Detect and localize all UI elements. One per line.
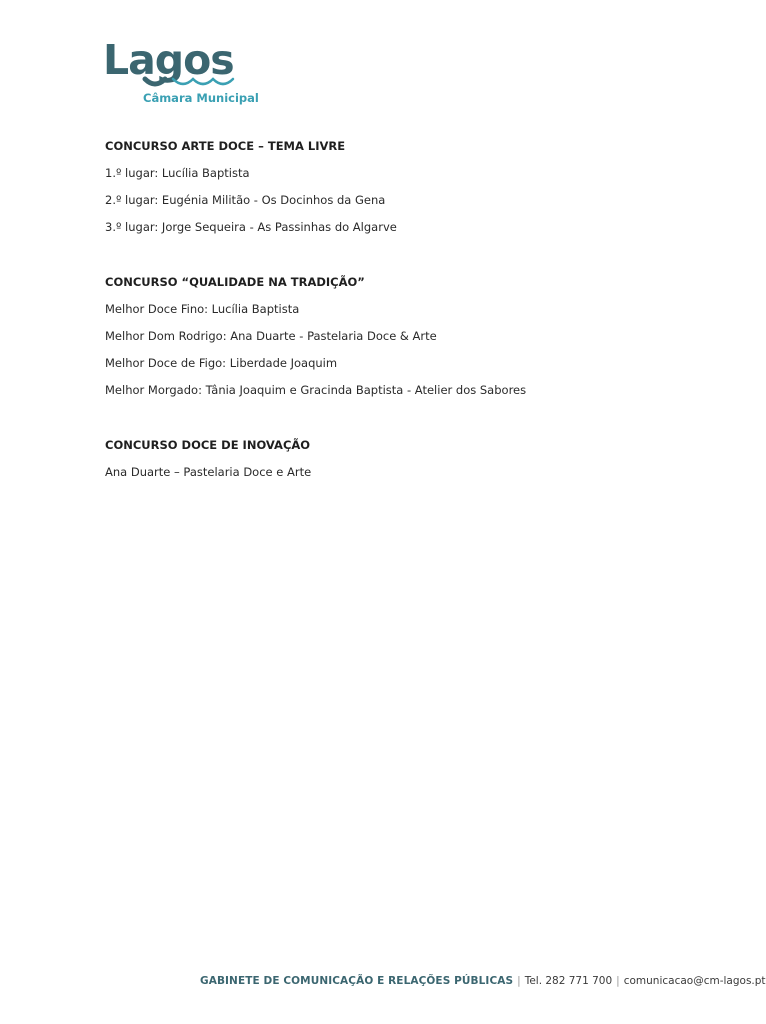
footer-separator: | (517, 975, 521, 987)
page-footer (200, 975, 766, 987)
section-qualidade-tradicao (105, 274, 685, 409)
section-doce-inovacao (105, 437, 685, 491)
document-body (105, 138, 685, 519)
result-line: 2.º lugar: Eugénia Militão - Os Docinhos da Gena (105, 193, 386, 207)
section-heading: CONCURSO ARTE DOCE – TEMA LIVRE (105, 139, 346, 153)
lagos-logo (103, 36, 259, 110)
result-line: 1.º lugar: Lucília Baptista (105, 166, 250, 180)
section-arte-doce (105, 138, 685, 246)
result-line: Ana Duarte – Pastelaria Doce e Arte (105, 465, 312, 479)
footer-department: GABINETE DE COMUNICAÇÃO E RELAÇÕES PÚBLICAS (200, 975, 514, 987)
logo-subtitle: Câmara Municipal (143, 91, 259, 105)
result-line: Melhor Morgado: Tânia Joaquim e Gracinda Baptista - Atelier dos Sabores (105, 383, 527, 397)
footer-separator: | (616, 975, 620, 987)
result-line: Melhor Dom Rodrigo: Ana Duarte - Pastelaria Doce & Arte (105, 329, 437, 343)
logo-wordmark: Lagos (103, 36, 234, 84)
result-line: 3.º lugar: Jorge Sequeira - As Passinhas do Algarve (105, 220, 397, 234)
result-line: Melhor Doce Fino: Lucília Baptista (105, 302, 300, 316)
result-line: Melhor Doce de Figo: Liberdade Joaquim (105, 356, 338, 370)
footer-phone: Tel. 282 771 700 (524, 975, 613, 987)
waves-icon (143, 73, 243, 91)
section-heading: CONCURSO “QUALIDADE NA TRADIÇÃO” (105, 275, 365, 289)
section-heading: CONCURSO DOCE DE INOVAÇÃO (105, 438, 311, 452)
footer-email: comunicacao@cm-lagos.pt (623, 975, 766, 987)
